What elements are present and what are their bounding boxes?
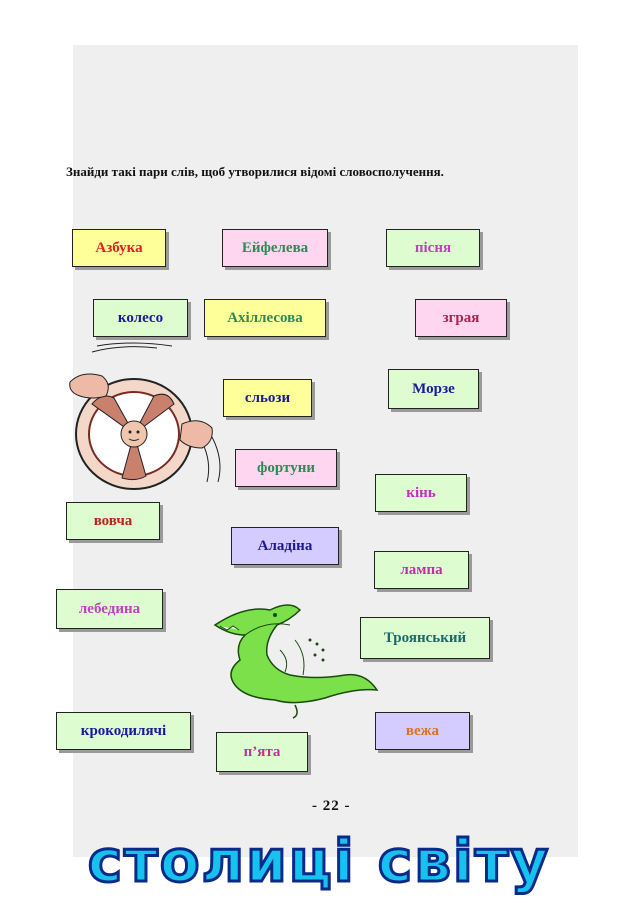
- word-label: Ейфелева: [241, 239, 309, 256]
- word-label: лебедина: [78, 600, 141, 617]
- footer-title: столиці світу: [87, 827, 551, 895]
- word-label: вовча: [93, 512, 133, 529]
- word-label: зграя: [442, 309, 480, 326]
- word-label: Азбука: [95, 239, 143, 256]
- word-card-vezha[interactable]: [375, 712, 470, 750]
- word-label: пісня: [414, 239, 452, 256]
- word-card-krokodyliachi[interactable]: [56, 712, 191, 750]
- word-card-fortuny[interactable]: [235, 449, 337, 487]
- word-label: крокодилячі: [80, 722, 167, 739]
- word-card-kin[interactable]: [375, 474, 467, 512]
- word-label: Ахіллесова: [227, 309, 303, 326]
- word-card-koleso[interactable]: [93, 299, 188, 337]
- word-label: Троянський: [383, 629, 467, 646]
- word-label: п’ята: [243, 743, 281, 760]
- word-card-pisnia[interactable]: [386, 229, 480, 267]
- word-label: вежа: [405, 722, 440, 739]
- word-card-eifeleva[interactable]: [222, 229, 328, 267]
- word-label: сльози: [244, 389, 291, 406]
- word-label: фортуни: [257, 459, 315, 476]
- word-label: Аладіна: [257, 537, 313, 554]
- word-card-vovcha[interactable]: [66, 502, 160, 540]
- word-label: Морзе: [412, 380, 455, 397]
- steering-wheel-icon: [62, 342, 237, 492]
- crocodile-icon: [195, 580, 380, 720]
- word-card-morze[interactable]: [388, 369, 479, 409]
- word-card-piata[interactable]: [216, 732, 308, 772]
- word-card-lebedyna[interactable]: [56, 589, 163, 629]
- word-card-zhraia[interactable]: [415, 299, 507, 337]
- word-label: кінь: [406, 484, 436, 501]
- task-instruction: Знайди такі пари слів, щоб утворилися відомі словосполучення.: [66, 164, 444, 179]
- word-card-akhillesova[interactable]: [204, 299, 326, 337]
- page-number: - 22 -: [312, 798, 351, 814]
- word-card-aladina[interactable]: [231, 527, 339, 565]
- word-label: лампа: [400, 561, 443, 578]
- word-label: колесо: [117, 309, 164, 326]
- word-card-azbuka[interactable]: [72, 229, 166, 267]
- word-card-lampa[interactable]: [374, 551, 469, 589]
